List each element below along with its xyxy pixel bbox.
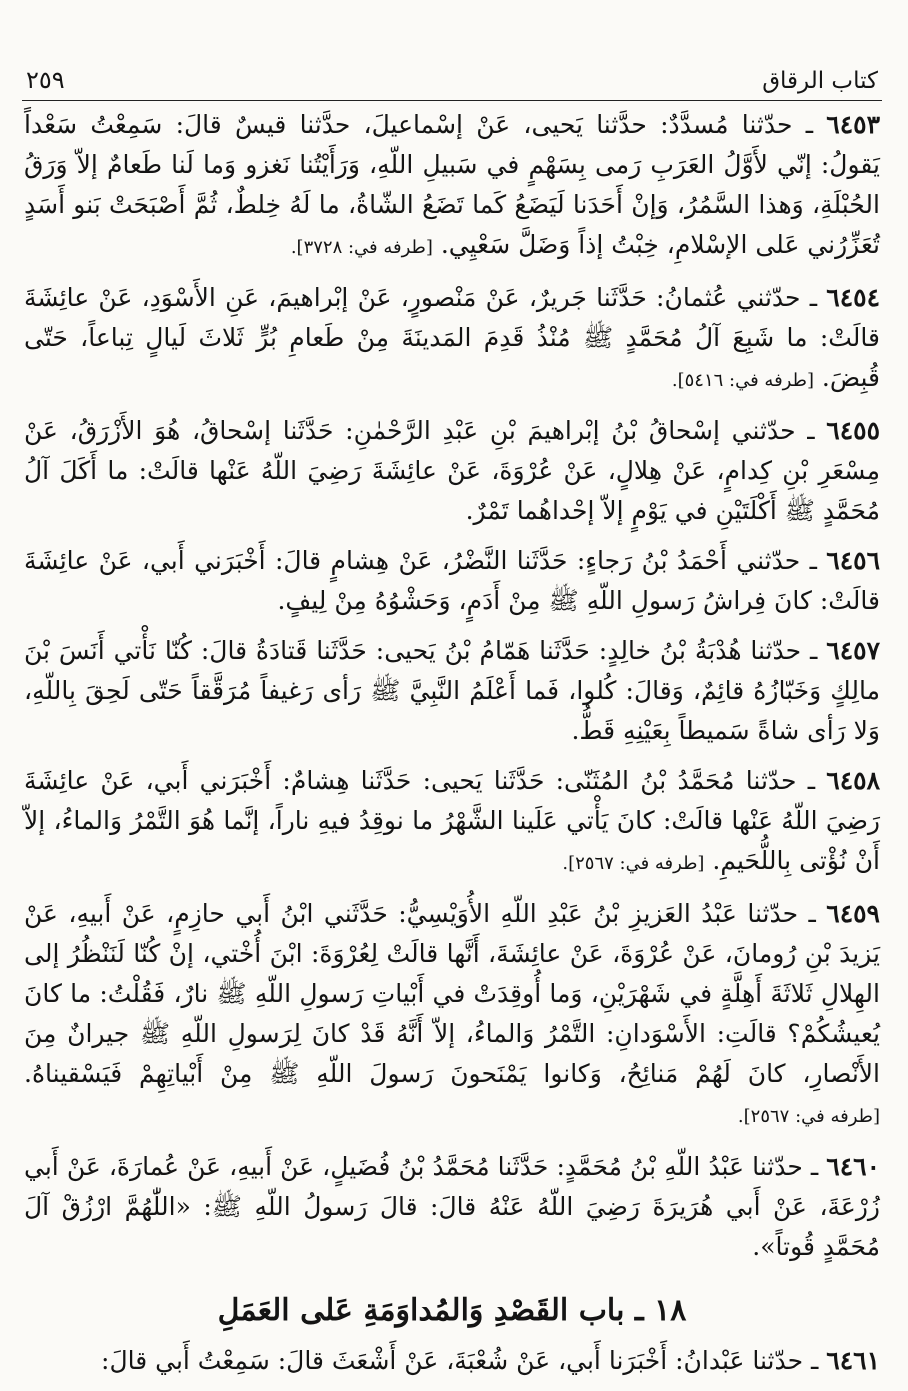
chapter-title: ـ باب القَصْدِ وَالمُداوَمَةِ عَلى العَمَلِ <box>217 1293 644 1328</box>
cross-reference: [طرفه في: ٢٥٦٧]. <box>562 853 705 874</box>
hadith-text: ـ حدّثنا عَبْدُ اللّهِ بْنُ مُحَمَّدٍ: حَدَّثَنا مُحَمَّدُ بْنُ فُضَيلٍ، عَنْ أَبيهِ، عَنْ عُمارَةَ، عَنْ أَبي زُرْعَةَ، عَنْ أَبي هُرَيرَةَ رَضِيَ اللّهُ عَنْهُ قالَ: قالَ رَسولُ اللّهِ ﷺ: «اللّٰهُمَّ ارْزُقْ آلَ مُحَمَّدٍ قُوتاً». <box>24 1152 880 1261</box>
cross-reference: [طرفه في: ٢٥٦٧]. <box>737 1106 880 1127</box>
hadith-number: ٦٤٦١ <box>826 1346 880 1375</box>
hadith-number: ٦٤٥٨ <box>826 766 880 795</box>
hadith-text: ـ حدّثنا هُدْبَةُ بْنُ خالِدٍ: حَدَّثَنا هَمّامُ بْنُ يَحيى: حَدَّثَنا قَتادَةُ قالَ: كُنّا نَأْتي أَنَسَ بْنَ مالِكٍ وَخَبّازُهُ قائِمٌ، وَقالَ: كُلوا، فَما أَعْلَمُ النَّبِيَّ ﷺ رَأى رَغيفاً مُرَقَّقاً حَتّى لَحِقَ بِاللّهِ، وَلا رَأى شاةً سَميطاً بِعَيْنِهِ قَطُّ. <box>24 636 880 745</box>
hadith-paragraph <box>22 411 882 531</box>
header-rule <box>22 100 882 101</box>
page-header <box>22 52 882 100</box>
hadith-number: ٦٤٥٣ <box>826 110 880 139</box>
hadith-list <box>22 105 882 1267</box>
hadith-number: ٦٤٦٠ <box>826 1152 880 1181</box>
hadith-text: ـ حدّثنا عَبْدانُ: أَخْبَرَنا أَبي، عَنْ شُعْبَةَ، عَنْ أَشْعَثَ قالَ: سَمِعْتُ أَبي قالَ: <box>101 1346 819 1375</box>
hadith-text: ـ حدّثنا مُحَمَّدُ بْنُ المُثَنّى: حَدَّثَنا يَحيى: حَدَّثَنا هِشامٌ: أَخْبَرَني أَبي، عَنْ عائِشَةَ رَضِيَ اللّهُ عَنْها قالَتْ: كانَ يَأْتي عَلَينا الشَّهْرُ ما نوقِدُ فيهِ ناراً، إنَّما هُوَ التَّمْرُ وَالماءُ، إلاّ أَنْ نُؤْتى بِاللُّحَيمِ. <box>24 766 880 875</box>
hadith-text: ـ حدّثني عُثمانُ: حَدَّثَنا جَريرٌ، عَنْ مَنْصورٍ، عَنْ إبْراهيمَ، عَنِ الأَسْوَدِ، عَنْ عائِشَةَ قالَتْ: ما شَبِعَ آلُ مُحَمَّدٍ ﷺ مُنْذُ قَدِمَ المَدينَةَ مِنْ طَعامِ بُرٍّ ثَلاثَ لَيالٍ تِباعاً، حَتّى قُبِضَ. <box>24 283 880 392</box>
page-number: ٢٥٩ <box>26 66 65 94</box>
hadith-paragraph <box>22 541 882 621</box>
hadith-paragraph <box>22 631 882 751</box>
hadith-paragraph-continued <box>22 1341 882 1381</box>
cross-reference: [طرفه في: ٥٤١٦]. <box>671 370 814 391</box>
book-page <box>22 52 882 1391</box>
hadith-text: ـ حدّثنا عَبْدُ العَزيزِ بْنُ عَبْدِ اللّهِ الأُوَيْسِيُّ: حَدَّثَني ابْنُ أَبي حازِمٍ، عَنْ أَبيهِ، عَنْ يَزيدَ بْنِ رُومانَ، عَنْ عُرْوَةَ، عَنْ عائِشَةَ، أَنَّها قالَتْ لِعُرْوَةَ: ابْنَ أُخْتي، إنْ كُنّا لَنَنْظُرُ إلى الهِلالِ ثَلاثَةَ أَهِلَّةٍ في شَهْرَيْنِ، وَما أُوقِدَتْ في أَبْياتِ رَسولِ اللّهِ ﷺ نارٌ، فَقُلْتُ: ما كانَ يُعيشُكُمْ؟ قالَتِ: الأَسْوَدانِ: التَّمْرُ وَالماءُ، إلاّ أَنَّهُ قَدْ كانَ لِرَسولِ اللّهِ ﷺ جيرانٌ مِنَ الأَنْصارِ، كانَ لَهُمْ مَنائِحُ، وَكانوا يَمْنَحونَ رَسولَ اللّهِ ﷺ مِنْ أَبْياتِهِمْ فَيَسْقيناهُ. <box>24 899 880 1088</box>
hadith-paragraph <box>22 278 882 401</box>
hadith-number: ٦٤٥٤ <box>826 283 880 312</box>
hadith-number: ٦٤٥٦ <box>826 546 880 575</box>
cross-reference: [طرفه في: ٣٧٢٨]. <box>290 237 433 258</box>
hadith-number: ٦٤٥٥ <box>826 416 880 445</box>
hadith-text: ـ حدّثني إسْحاقُ بْنُ إبْراهيمَ بْنِ عَبْدِ الرَّحْمٰنِ: حَدَّثَنا إسْحاقُ، هُوَ الأَزْرَقُ، عَنْ مِسْعَرِ بْنِ كِدامٍ، عَنْ هِلالٍ، عَنْ عُرْوَةَ، عَنْ عائِشَةَ رَضِيَ اللّهُ عَنْها قالَتْ: ما أَكَلَ آلُ مُحَمَّدٍ ﷺ أَكْلَتَيْنِ في يَوْمٍ إلاّ إحْداهُما تَمْرٌ. <box>24 416 880 525</box>
book-title: كتاب الرقاق <box>762 68 878 94</box>
hadith-number: ٦٤٥٧ <box>826 636 880 665</box>
chapter-heading <box>22 1289 882 1333</box>
hadith-number: ٦٤٥٩ <box>826 899 880 928</box>
hadith-paragraph <box>22 761 882 884</box>
hadith-paragraph <box>22 894 882 1137</box>
hadith-paragraph <box>22 1147 882 1267</box>
hadith-text: ـ حدّثني أَحْمَدُ بْنُ رَجاءٍ: حَدَّثَنا النَّضْرُ، عَنْ هِشامٍ قالَ: أَخْبَرَني أَبي، عَنْ عائِشَةَ قالَتْ: كانَ فِراشُ رَسولِ اللّهِ ﷺ مِنْ أَدَمٍ، وَحَشْوُهُ مِنْ لِيفٍ. <box>24 546 880 615</box>
chapter-number: ١٨ <box>654 1293 687 1328</box>
hadith-text: ـ حدّثنا مُسدَّدٌ: حدَّثنا يَحيى، عَنْ إسْماعيلَ، حدَّثنا قيسٌ قالَ: سَمِعْتُ سَعْداً يَقولُ: إنّي لأَوَّلُ العَرَبِ رَمى بِسَهْمٍ في سَبيلِ اللّهِ، وَرَأَيْتُنا نَغزو وَما لَنا طَعامٌ إلاّ وَرَقُ الحُبْلَةِ، وَهذا السَّمُرُ، وَإنْ أَحَدَنا لَيَضَعُ كَما تَضَعُ الشّاةُ، ما لَهُ خِلطٌ، ثُمَّ أَصْبَحَتْ بَنو أَسَدٍ تُعَزِّرُني عَلى الإسْلامِ، خِبْتُ إذاً وَضَلَّ سَعْيِي. <box>24 110 880 259</box>
hadith-paragraph <box>22 105 882 268</box>
